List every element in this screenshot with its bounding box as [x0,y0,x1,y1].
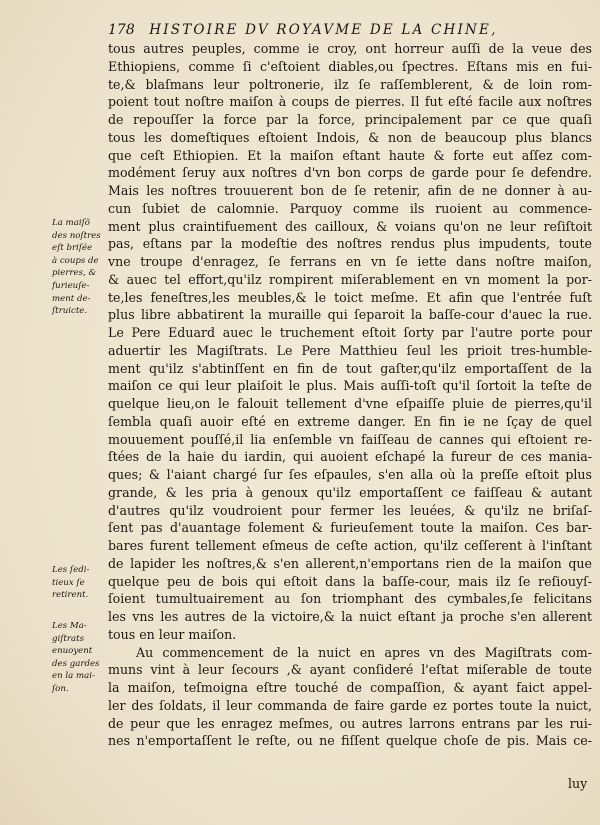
text-line: Au commencement de la nuict en apres vn des Magiſtrats com- [136,644,592,660]
text-line: tous autres peuples, comme ie croy, ont horreur auſſi de la veue des [108,41,592,56]
margin-note-line: ſtruicte. [52,306,88,317]
text-line: bares furent tellement eſmeus de ceſte action, qu'ilz ceſſerent à l'inſtant [108,538,592,553]
text-line: ment plus craintifuement des cailloux, & voians qu'on ne leur reſiſtoit [108,218,592,234]
text-line: quelque peu de bois qui eſtoit dans la baſſe-cour, mais ilz ſe reſiouyſ- [108,573,592,589]
margin-note-line: en la mai- [52,671,95,682]
text-line: modément ſeruy aux noſtres d'vn bon corps de garde pour ſe defendre. [108,165,592,181]
text-line: Mais les noſtres trouuerent bon de ſe retenir, afin de ne donner à au- [108,183,592,198]
text-line: & auec tel effort,qu'ilz rompirent miſerablement en vn moment la por- [108,271,592,287]
text-line: ler des ſoldats, il leur commanda de faire garde ez portes toute la nuict, [108,697,592,713]
text-line: de peur que les enragez meſmes, ou autres larrons entrans par les rui- [108,715,592,731]
text-line: vne troupe d'enragez, ſe ferrans en vn ſe iette dans noſtre maiſon, [108,254,592,269]
margin-note-line: eſt briſée [52,243,93,254]
text-line: ſtées de la haie du iardin, qui auoient eſchapé la fureur de ces mania- [108,449,592,465]
margin-note-line: La maiſõ [52,218,90,228]
text-line: que ceſt Ethiopien. Et la maiſon eſtant haute & forte eut aſſez com- [108,147,592,163]
text-line: tous en leur maiſon. [108,626,237,642]
text-line: aduertir les Magiſtrats. Le Pere Matthieu ſeul les prioit tres-humble- [108,342,592,358]
margin-note-line: à coups de [52,255,99,266]
text-line: maiſon ce qui leur plaiſoit le plus. Mais auſſi-toſt qu'il ſortoit la teſte de [108,378,592,394]
margin-note-line: Les Ma- [52,621,87,631]
text-line: te,les feneſtres,les meubles,& le toict meſme. Et afin que l'entrée fuſt [108,289,592,305]
text-line: cun ſubiet de calomnie. Parquoy comme ils ruoient au commence- [108,200,592,216]
text-line: nes n'emportaſſent le reſte, ou ne fiſſent quelque choſe de pis. Mais ce- [108,733,592,749]
running-header [108,22,590,42]
text-line: ques; & l'aiant chargé ſur ſes eſpaules, s'en alla où la preſſe eſtoit plus [108,467,592,482]
text-line: tous les domeſtiques eſtoient Indois, & non de beaucoup plus blancs [108,129,592,145]
margin-note-line: ſon. [52,683,69,694]
text-line: les vns les autres de la victoire,& la nuict eſtant ja proche s'en allerent [108,609,592,624]
text-line: de lapider les noſtres,& s'en allerent,n'emportans rien de la maiſon que [108,555,592,571]
text-line: mouuement pouſſé,il lia enſemble vn faiſſeau de cannes qui eſtoient re- [108,431,592,447]
text-line: grande, & les pria à genoux qu'ilz emportaſſent ce faiſſeau & autant [108,484,592,500]
text-line: de repouſſer la force par la force, principalement par ce que quaſi [108,112,592,127]
body-text [108,40,592,750]
text-line: poient tout noſtre maiſon à coups de pierres. Il fut eſté facile aux noſtres [108,94,592,110]
text-line: la maiſon, teſmoigna eſtre touché de compaſſion, & ayant faict appel- [108,680,592,695]
text-line: ſembla quaſi auoir eſté en extreme danger. En fin ie ne ſçay de quel [108,413,592,429]
text-line: d'autres qu'ilz voudroient pour fermer les leuées, & qu'ilz ne briſaſ- [108,502,592,518]
margin-note-line: des noſtres [52,230,101,241]
text-line: ſoient tumultuairement au ſon triomphant des cymbales,ſe felicitans [108,591,592,607]
margin-note-line: ment de- [52,293,91,304]
text-line: muns vint à leur ſecours ,& ayant conſideré l'eſtat miſerable de toute [108,662,592,678]
margin-note-magistrates-guards [52,620,114,696]
margin-note-line: tieux ſe [52,577,85,588]
text-line: te,& blaſmans leur poltronerie, ilz ſe raſſemblerent, & de loin rom- [108,76,592,92]
text-line: ſent pas d'auantage folement & furieuſement toute la maiſon. Ces bar- [108,520,592,536]
catchword: luy [568,776,588,791]
text-line: Ethiopiens, comme ſi c'eſtoient diables,ou ſpectres. Eſtans mis en fui- [108,58,592,74]
text-line: plus libre abbatirent la muraille qui ſeparoit la baſſe-cour d'auec la rue. [108,307,592,323]
text-line: Le Pere Eduard auec le truchement eſtoit ſorty par l'autre porte pour [108,325,592,340]
margin-note-line: Les ſedi- [52,565,90,575]
text-line: ment qu'ilz s'abtinſſent en fin de tout gaſter,qu'ilz emportaſſent de la [108,360,592,376]
margin-note-line: pierres, & [52,268,97,279]
margin-note-line: des gardes [52,658,100,669]
text-line: pas, eſtans par la modeſtie des noſtres rendus plus impudents, toute [108,236,592,252]
page-number: 178 [108,22,135,38]
margin-note-line: furieuſe- [52,280,90,291]
running-title: HISTOIRE DV ROYAVME DE LA CHINE, [149,22,498,38]
margin-note-line: retirent. [52,590,89,601]
text-line: quelque lieu,on le falouit tellement d'vne eſpaiſſe pluie de pierres,qu'il [108,396,592,411]
margin-note-line: giſtrats [52,633,84,644]
margin-note-rioters-retire [52,564,114,602]
margin-note-line: enuoyent [52,646,93,657]
margin-note-house-destroyed [52,217,114,318]
